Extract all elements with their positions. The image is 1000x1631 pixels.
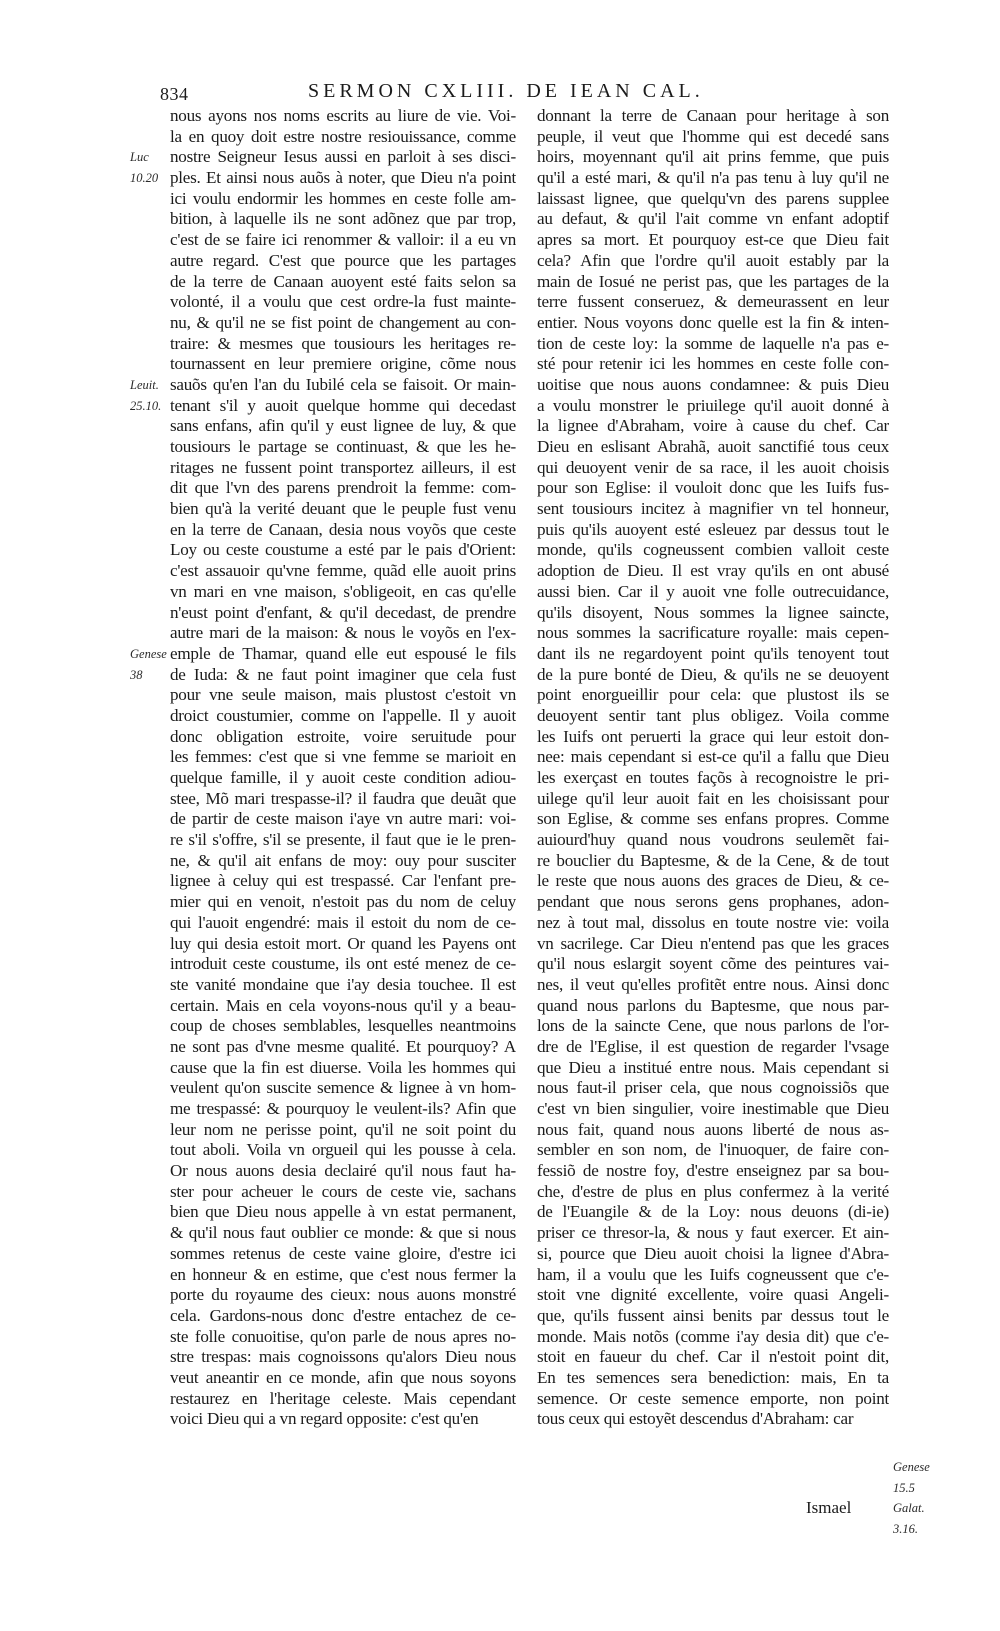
text-line: puis qu'ils auoyent esté esleuez par dessus tout le bbox=[537, 519, 889, 539]
margin-note-verse: 15.5 bbox=[893, 1480, 915, 1495]
text-line: autre mari de la maison: & nous le voyõs en l'ex- bbox=[170, 623, 516, 643]
text-line: les exerçast en toutes façõs à recognoistre le pri- bbox=[537, 768, 889, 787]
text-line: entier. Nous voyons donc quelle est la fin & inten- bbox=[537, 312, 889, 332]
text-line: nous ayons nos noms escrits au liure de vie. Voi- bbox=[170, 106, 516, 125]
text-line: tout aboli. Voila vn orgueil qui les pousse à cela. bbox=[170, 1140, 516, 1160]
text-line: re bouclier du Baptesme, & de la Cene, & de tout bbox=[537, 850, 889, 870]
text-line: vn mari en vne maison, s'obligeoit, en cas qu'elle bbox=[170, 581, 516, 601]
text-line: cela? Afin que l'ordre qu'il auoit estably par la bbox=[537, 250, 889, 270]
text-line: terre fussent conseruez, & demeurassent en leur bbox=[537, 292, 889, 312]
text-line: en honneur & en estime, que c'est nous fermer la bbox=[170, 1264, 516, 1284]
text-line: que Dieu a institué entre nous. Mais cependant si bbox=[537, 1057, 889, 1077]
margin-note-verse: 3.16. bbox=[893, 1521, 918, 1536]
text-line: les Iuifs ont peruerti la grace qui leur estoit don- bbox=[537, 726, 889, 746]
text-line: si, pource que Dieu auoit choisi la lignee d'Abra- bbox=[537, 1243, 889, 1263]
margin-note-leuit bbox=[130, 375, 161, 416]
text-line: au defaut, & qu'il l'ait comme vn enfant adoptif bbox=[537, 209, 889, 229]
running-title: SERMON CXLIII. DE IEAN CAL. bbox=[308, 80, 704, 102]
text-line: stoit en faueur du chef. Car il n'estoit point dit, bbox=[537, 1347, 889, 1367]
text-line: nostre Seigneur Iesus aussi en parloit à ses disci- bbox=[170, 147, 516, 167]
text-line: che, d'estre de plus en plus confermez à la verité bbox=[537, 1181, 889, 1201]
text-line: nous faut-il priser cela, que nous cognoissiõs que bbox=[537, 1078, 889, 1098]
text-line: nez à tout mal, dissolus en toute nostre vie: voila bbox=[537, 912, 889, 932]
text-line: c'est assauoir qu'vne femme, quãd elle auoit prins bbox=[170, 561, 516, 581]
margin-note-genese-15 bbox=[893, 1457, 930, 1498]
margin-note-book: Galat. bbox=[893, 1501, 925, 1515]
margin-note-verse: 10.20 bbox=[130, 170, 159, 185]
text-line: dre de l'Eglise, il est question de regarder l'vsage bbox=[537, 1036, 889, 1056]
text-line: uoitise que nous auons condamnee: & puis Dieu bbox=[537, 374, 889, 394]
text-line: pour son Eglise: il vouloit donc que les Iuifs fus- bbox=[537, 478, 889, 498]
text-line: uilege qu'il leur auoit fait en les choisissant pour bbox=[537, 788, 889, 808]
left-text-column bbox=[170, 106, 516, 1430]
text-line: mier qui en venoit, n'estoit pas du nom de celuy bbox=[170, 892, 516, 912]
margin-note-book: Luc bbox=[130, 150, 149, 164]
text-line: En tes semences sera benediction: mais, En ta bbox=[537, 1367, 889, 1387]
text-line: volonté, il a voulu que cest ordre-la fust mainte- bbox=[170, 292, 516, 312]
text-line: restaurez en l'heritage celeste. Mais cependant bbox=[170, 1388, 516, 1408]
text-line: qui deuoyent venir de sa race, il les auoit choisis bbox=[537, 457, 889, 477]
text-line: donnant la terre de Canaan pour heritage à son bbox=[537, 106, 889, 125]
margin-note-book: Genese bbox=[893, 1460, 930, 1474]
text-line: ici voulu endormir les hommes en ceste folle am- bbox=[170, 188, 516, 208]
text-line: les femmes: c'est que si vne femme se marioit en bbox=[170, 747, 516, 767]
margin-note-book: Genese bbox=[130, 647, 167, 661]
text-line: tournassent en leur premiere origine, cõme nous bbox=[170, 354, 516, 374]
text-line: deuoyent sentir tant plus obligez. Voila comme bbox=[537, 705, 889, 725]
margin-note-genese-38 bbox=[130, 644, 167, 685]
text-line: re s'il s'offre, s'il se presente, il faut que ie le pren- bbox=[170, 830, 516, 850]
text-line: la lignee d'Abraham, voire à cause du chef. Car bbox=[537, 416, 889, 436]
text-line: me trespassé: & pourquoy le veulent-ils? Afin que bbox=[170, 1099, 516, 1118]
text-line: introduit ceste coustume, ils ont esté menez de ce- bbox=[170, 954, 516, 974]
text-line: de l'Euangile & de la Loy: nous deuons (di-ie) bbox=[537, 1202, 889, 1222]
text-line: ne, & qu'il ait enfans de moy: ouy pour susciter bbox=[170, 850, 516, 870]
text-line: voici Dieu qui a vn regard opposite: c'est qu'en bbox=[170, 1409, 479, 1429]
margin-note-verse: 38 bbox=[130, 667, 143, 682]
text-line: & qu'il nous faut oublier ce monde: & que si nous bbox=[170, 1223, 516, 1243]
text-line: emple de Thamar, quand elle eut espousé le fils bbox=[170, 643, 516, 663]
text-line: traire: & mesmes que tousiours les heritages re- bbox=[170, 333, 516, 353]
text-line: ste folle conuoitise, qu'on parle de nous apres no- bbox=[170, 1326, 516, 1346]
text-line: fessiõ de nostre foy, d'estre enseignez par sa bou- bbox=[537, 1161, 889, 1181]
text-line: sent tousiours incitez à magnifier vn tel honneur, bbox=[537, 499, 889, 519]
text-line: de la pure bonté de Dieu, & qu'ils ne se deuoyent bbox=[537, 664, 889, 684]
text-line: sté pour retenir ici les hommes en ceste folle con- bbox=[537, 354, 889, 374]
text-line: cause que la fin est diuerse. Voila les hommes qui bbox=[170, 1057, 516, 1077]
text-line: ste vanité mondaine que i'ay desia touchee. Il est bbox=[170, 974, 516, 994]
text-line: que, qu'ils fussent ainsi benits par dessus tout le bbox=[537, 1305, 889, 1325]
text-line: monde, qu'ils cogneussent combien valloit ceste bbox=[537, 540, 889, 560]
text-line: c'est vn bien singulier, voire inestimable que Dieu bbox=[537, 1099, 889, 1118]
text-line: cela. Gardons-nous donc d'estre entachez de ce- bbox=[170, 1305, 516, 1325]
text-line: quand nous parlons du Baptesme, que nous par- bbox=[537, 995, 889, 1015]
text-line: laissast lignee, que quelqu'vn des parens supplee bbox=[537, 188, 889, 208]
text-line: en la terre de Canaan, desia nous voyõs que ceste bbox=[170, 519, 516, 539]
margin-note-luc bbox=[130, 147, 158, 188]
text-line: qu'ils disoyent, Nous sommes la lignee saincte, bbox=[537, 602, 889, 622]
text-line: bien qu'à la verité deuant que le peuple fust venu bbox=[170, 499, 516, 519]
text-line: droict coustumier, comme on l'appelle. Il y auoit bbox=[170, 705, 516, 725]
text-line: dant ils ne regardoyent point qu'ils tenoyent tout bbox=[537, 643, 889, 663]
text-line: main de Iosué ne perist pas, que les partages de la bbox=[537, 271, 889, 291]
text-line: monde. Mais notõs (comme i'ay desia dit) que c'e- bbox=[537, 1326, 889, 1346]
text-line: a voulu monstrer le priuilege qu'il auoit donné à bbox=[537, 395, 889, 415]
text-line: son Eglise, & comme ses enfans propres. Comme bbox=[537, 809, 889, 829]
text-line: semence. Or ceste semence emporte, non point bbox=[537, 1388, 889, 1408]
text-line: tenant s'il y auoit quelque homme qui decedast bbox=[170, 395, 516, 415]
text-line: de Iuda: & ne faut point imaginer que cela fust bbox=[170, 664, 516, 684]
text-line: n'eust point d'enfant, & qu'il decedast, de prendre bbox=[170, 602, 516, 622]
text-line: nee: mais cependant si est-ce qu'il a fallu que Dieu bbox=[537, 747, 889, 767]
page-number: 834 bbox=[160, 84, 189, 104]
text-line: veulent qu'on suscite semence & lignee à vn hom- bbox=[170, 1078, 516, 1098]
text-line: sembler en son nom, de l'inuoquer, de faire con- bbox=[537, 1140, 889, 1160]
text-line: apres sa mort. Et pourquoy est-ce que Dieu fait bbox=[537, 230, 889, 250]
text-line: ne sont pas d'vne mesme qualité. Et pourquoy? A bbox=[170, 1036, 516, 1056]
text-line: tion de ceste loy: la somme de laquelle n'a pas e- bbox=[537, 333, 889, 353]
catchword: Ismael bbox=[806, 1498, 852, 1517]
text-line: stoit vne dignité excellente, voire quasi Angeli- bbox=[537, 1285, 889, 1305]
text-line: de partir de ceste maison i'aye vn autre mari: voi- bbox=[170, 809, 516, 829]
text-line: de la terre de Canaan auoyent esté faits selon sa bbox=[170, 271, 516, 291]
text-line: le reste que nous auons des graces de Dieu, & ce- bbox=[537, 871, 889, 891]
text-line: sauõs qu'en l'an du Iubilé cela se faisoit. Or main- bbox=[170, 374, 516, 394]
text-line: la en quoy doit estre nostre resiouissance, comme bbox=[170, 126, 516, 146]
text-line: pour vne seule maison, mais plustost c'estoit vn bbox=[170, 685, 516, 705]
text-line: luy qui desia estoit mort. Or quand les Payens ont bbox=[170, 933, 516, 953]
text-line: stee, Mõ mari trespasse-il? il faudra que deuãt que bbox=[170, 788, 516, 808]
text-line: dit que l'vn des parens prendroit la femme: com- bbox=[170, 478, 516, 498]
text-line: autre regard. C'est que pource que les partages bbox=[170, 250, 516, 270]
text-line: sans enfans, afin qu'il y eust lignee de luy, & que bbox=[170, 416, 516, 436]
text-line: lignee à celuy qui est trespassé. Car l'enfant pre- bbox=[170, 871, 516, 891]
text-line: coup de choses semblables, lesquelles neantmoins bbox=[170, 1016, 516, 1036]
text-line: pendant que nous serons gens prophanes, adon- bbox=[537, 892, 889, 912]
text-line: Or nous auons desia declairé qu'il nous faut ha- bbox=[170, 1161, 516, 1181]
text-line: quelque famille, il y auoit ceste condition adiou- bbox=[170, 768, 516, 787]
text-line: ham, il a voulu que les Iuifs cogneussent que c'e- bbox=[537, 1264, 889, 1284]
text-line: c'est de se faire ici renommer & valloir: il a eu vn bbox=[170, 230, 516, 250]
right-text-column bbox=[537, 106, 889, 1430]
text-line: lons de la saincte Cene, que nous parlons de l'or- bbox=[537, 1016, 889, 1036]
text-line: sommes retenus de ceste vaine gloire, d'estre ici bbox=[170, 1243, 516, 1263]
margin-note-galat bbox=[893, 1498, 925, 1539]
page-header bbox=[160, 80, 880, 108]
text-line: peuple, il veut que l'homme qui est decedé sans bbox=[537, 126, 889, 146]
text-line: certain. Mais en cela voyons-nous qu'il y a beau- bbox=[170, 995, 516, 1015]
text-line: priser ce thresor-la, & nous y faut exercer. Et ain- bbox=[537, 1223, 889, 1243]
text-line: vn sacrilege. Car Dieu n'entend pas que les graces bbox=[537, 933, 889, 953]
text-line: bien que Dieu nous appelle à vn estat permanent, bbox=[170, 1202, 516, 1222]
text-line: Loy ou ceste coustume a esté par le pais d'Orient: bbox=[170, 540, 516, 560]
text-line: tous ceux qui estoyẽt descendus d'Abraham: car bbox=[537, 1409, 854, 1429]
text-line: point enorgueillir pour cela: que plustost ils se bbox=[537, 685, 889, 705]
text-line: tousiours le partage se continuast, & que les he- bbox=[170, 437, 516, 456]
text-line: ritages ne fussent point transportez ailleurs, il est bbox=[170, 457, 516, 477]
text-line: hoirs, moyennant qu'il ait prins femme, que puis bbox=[537, 147, 889, 167]
margin-note-book: Leuit. bbox=[130, 378, 159, 392]
margin-note-verse: 25.10. bbox=[130, 398, 162, 413]
text-line: nous fait, quand nous auons liberté de nous as- bbox=[537, 1119, 889, 1139]
text-line: ster pour acheuer le cours de ceste vie, sachans bbox=[170, 1181, 516, 1201]
text-line: ples. Et ainsi nous auõs à noter, que Dieu n'a point bbox=[170, 168, 516, 188]
text-line: qu'il a esté mari, & qu'il n'a pas tenu à luy qu'il ne bbox=[537, 168, 889, 188]
text-line: adoption de Dieu. Il est vray qu'ils en ont abusé bbox=[537, 561, 889, 581]
text-line: Dieu en eslisant Abrahã, auoit sanctifié tous ceux bbox=[537, 437, 889, 456]
text-line: stre trespas: mais cognoissons qu'alors Dieu nous bbox=[170, 1347, 516, 1367]
text-line: nu, & qu'il ne se fist point de changement au con- bbox=[170, 312, 516, 332]
text-line: qui l'auoit engendré: mais il estoit du nom de ce- bbox=[170, 912, 516, 932]
text-line: aussi bien. Car il y auoit vne folle outrecuidance, bbox=[537, 581, 889, 601]
text-line: auiourd'huy quand nous voudrons seulemẽt fai- bbox=[537, 830, 889, 850]
text-line: leur nom ne perisse point, qu'il ne soit point du bbox=[170, 1119, 516, 1139]
text-line: nous sommes la sacrificature royalle: mais cepen- bbox=[537, 623, 889, 643]
text-line: qu'il nous eslargit soyent cõme des peintures vai- bbox=[537, 954, 889, 974]
text-line: donc obligation estroite, voire seruitude pour bbox=[170, 726, 516, 746]
text-line: nes, il veut qu'elles profitẽt entre nous. Ainsi donc bbox=[537, 974, 889, 994]
text-line: porte du royaume des cieux: nous auons monstré bbox=[170, 1285, 516, 1305]
text-line: bition, à laquelle ils ne sont adõnez que par trop, bbox=[170, 209, 516, 229]
text-line: veut aneantir en ce monde, afin que nous soyons bbox=[170, 1367, 516, 1387]
